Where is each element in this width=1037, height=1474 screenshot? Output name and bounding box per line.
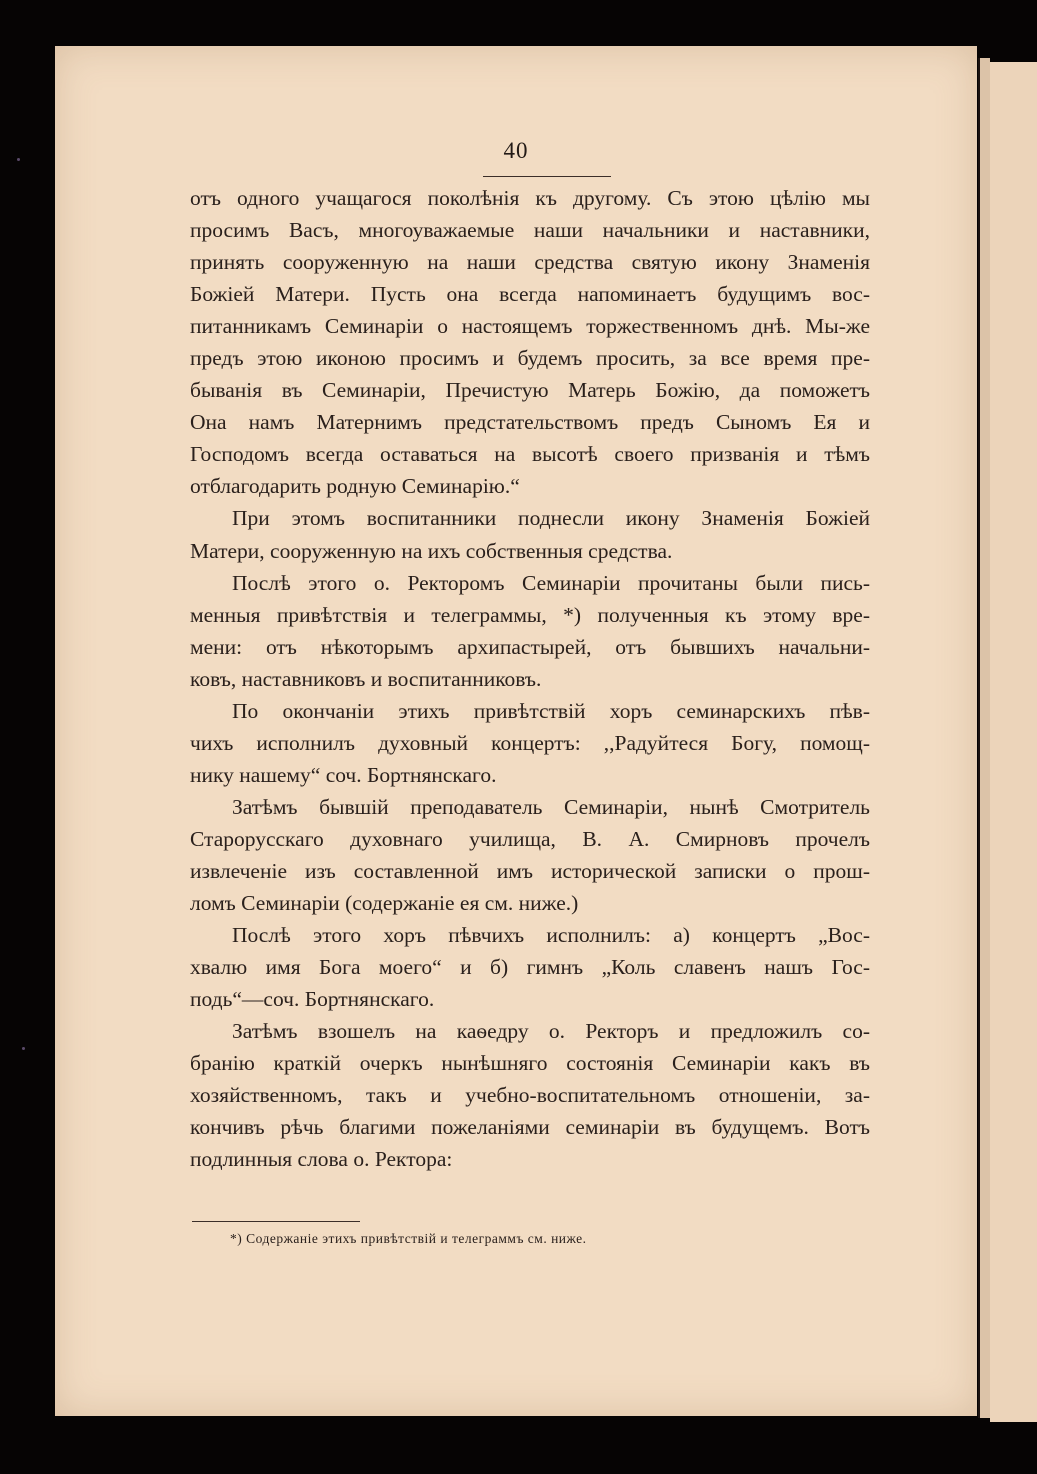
book-page	[55, 46, 977, 1416]
text-line: По окончаніи этихъ привѣтствій хоръ семинарскихъ пѣв-	[232, 698, 870, 723]
text-line: просимъ Васъ, многоуважаемые наши начальники и наставники,	[190, 218, 870, 243]
scan-speck	[22, 1047, 25, 1050]
text-line: принять сооруженную на наши средства святую икону Знаменія	[190, 250, 870, 275]
text-line: бранію краткій очеркъ нынѣшняго состоянія Семинаріи какъ въ	[190, 1051, 870, 1076]
text-line: ломъ Семинаріи (содержаніе ея см. ниже.)	[190, 891, 579, 916]
text-line: Старорусскаго духовнаго училища, В. А. Смирновъ прочелъ	[190, 826, 870, 851]
text-line: хвалю имя Бога моего“ и б) гимнъ „Коль славенъ нашъ Гос-	[190, 955, 870, 980]
text-line: чихъ исполнилъ духовный концертъ: ,,Радуйтеся Богу, помощ-	[190, 730, 870, 755]
next-page-edge	[990, 62, 1037, 1422]
page-body	[190, 182, 870, 1175]
text-line: кончивъ рѣчь благими пожеланіями семинаріи въ будущемъ. Вотъ	[190, 1115, 870, 1140]
text-line: предъ этою иконою просимъ и будемъ просить, за все время пре-	[190, 346, 870, 371]
text-line: хозяйственномъ, такъ и учебно-воспитательномъ отношеніи, за-	[190, 1083, 870, 1108]
text-line: нику нашему“ соч. Бортнянскаго.	[190, 762, 497, 787]
page-number-rule	[483, 176, 611, 177]
page-number: 40	[503, 138, 529, 163]
text-line: Послѣ этого о. Ректоромъ Семинаріи прочитаны были пись-	[232, 570, 870, 595]
text-line: отъ одного учащагося поколѣнія къ другому. Съ этою цѣлію мы	[190, 186, 870, 210]
text-line: Божіей Матери. Пусть она всегда напоминаетъ будущимъ вос-	[190, 282, 870, 307]
text-line: мени: отъ нѣкоторымъ архипастырей, отъ бывшихъ начальни-	[190, 634, 870, 659]
text-line: отблагодарить родную Семинарію.“	[190, 474, 520, 499]
text-line: питанникамъ Семинаріи о настоящемъ торжественномъ днѣ. Мы-же	[190, 314, 870, 339]
text-line: Затѣмъ взошелъ на каѳедру о. Ректоръ и предложилъ со-	[232, 1019, 870, 1044]
text-line: менныя привѣтствія и телеграммы, *) полученныя къ этому вре-	[190, 602, 870, 627]
text-line: Она намъ Матернимъ предстательствомъ предъ Сыномъ Ея и	[190, 410, 870, 435]
scan-speck	[17, 158, 20, 161]
text-line: извлеченіе изъ составленной имъ исторической записки о прош-	[190, 858, 870, 883]
text-line: Послѣ этого хоръ пѣвчихъ исполнилъ: а) концертъ „Вос-	[232, 923, 870, 948]
text-line: подь“—соч. Бортнянскаго.	[190, 987, 435, 1012]
text-line: ковъ, наставниковъ и воспитанниковъ.	[190, 666, 542, 691]
text-line: быванія въ Семинаріи, Пречистую Матерь Божію, да поможетъ	[190, 378, 870, 403]
text-line: подлинныя слова о. Ректора:	[190, 1147, 453, 1172]
page-edge	[978, 58, 990, 1418]
footnote: *) Содержаніе этихъ привѣтствій и телеграммъ см. ниже.	[230, 1231, 587, 1246]
text-line: При этомъ воспитанники поднесли икону Знаменія Божіей	[232, 506, 870, 531]
text-line: Господомъ всегда оставаться на высотѣ своего призванія и тѣмъ	[190, 442, 870, 467]
footnote-rule	[192, 1221, 360, 1222]
text-line: Матери, сооруженную на ихъ собственныя средства.	[190, 538, 673, 563]
text-line: Затѣмъ бывшій преподаватель Семинаріи, нынѣ Смотритель	[232, 794, 870, 819]
